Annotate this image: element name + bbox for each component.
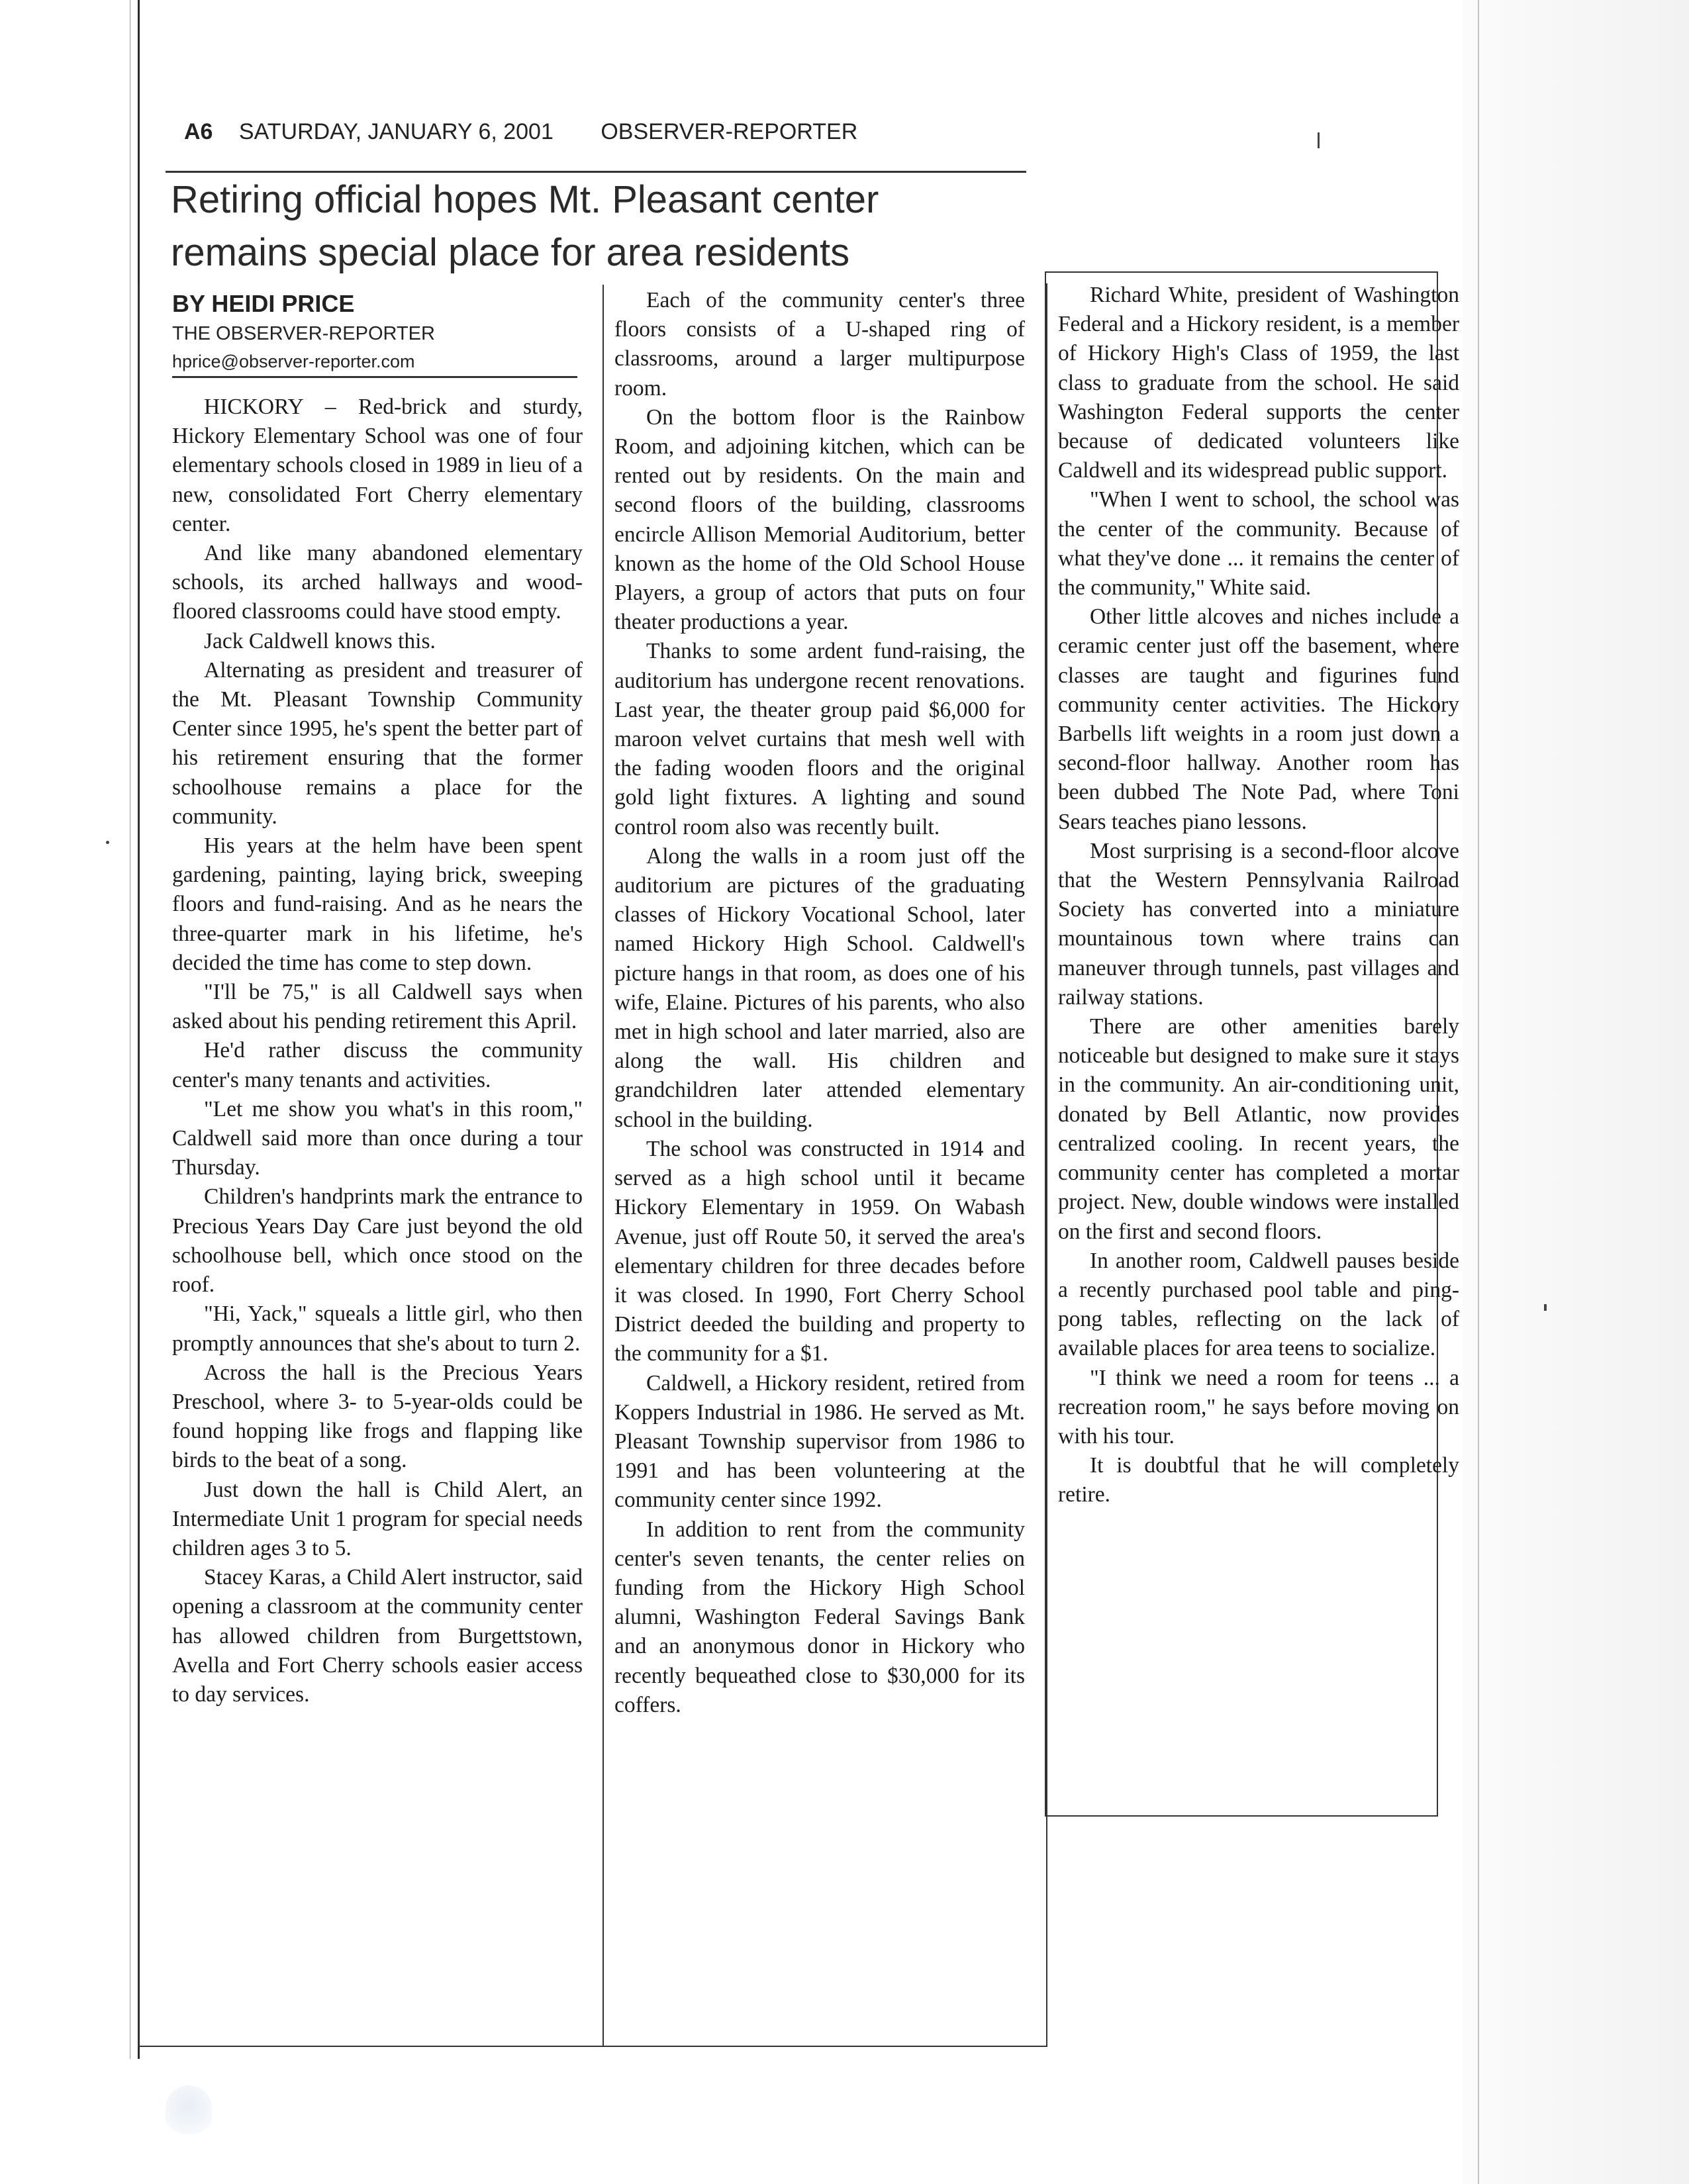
publication-date: SATURDAY, JANUARY 6, 2001 bbox=[238, 119, 554, 144]
scan-mark bbox=[1544, 1304, 1547, 1311]
article-column-2 bbox=[614, 286, 1025, 1720]
paragraph: Each of the community center's three floors consists of a U-shaped ring of classrooms, around a larger multipurpose room. bbox=[614, 288, 1025, 401]
paragraph: There are other amenities barely noticeable but designed to make sure it stays in the community. An air-conditioning unit, donated by Bell Atlantic, now provides centralized cooling. In recent years, the community center has completed a mortar project. New, double windows were installed on the first and second floors. bbox=[1058, 1014, 1459, 1244]
author-email: hprice@observer-reporter.com bbox=[172, 352, 415, 371]
headline-line-2: remains special place for area residents bbox=[171, 231, 850, 274]
author-name: BY HEIDI PRICE bbox=[172, 290, 355, 317]
article-column-1 bbox=[172, 289, 583, 1709]
headline-line-1: Retiring official hopes Mt. Pleasant center bbox=[171, 178, 879, 221]
paragraph: Just down the hall is Child Alert, an Intermediate Unit 1 program for special needs children ages 3 to 5. bbox=[172, 1477, 583, 1560]
paragraph: Caldwell, a Hickory resident, retired from Koppers Industrial in 1986. He served as Mt. Pleasant Township supervisor from 1986 to 1991 and has been volunteering at the community center since 1992. bbox=[614, 1370, 1025, 1513]
paragraph: In another room, Caldwell pauses beside a recently purchased pool table and ping-pong tables, reflecting on the lack of available places for area teens to socialize. bbox=[1058, 1248, 1459, 1361]
article-headline bbox=[171, 173, 1363, 279]
paragraph: Most surprising is a second-floor alcove that the Western Pennsylvania Railroad Society has converted into a miniature mountainous town where trains can maneuver through tunnels, past villages and railway stations. bbox=[1058, 838, 1459, 1010]
paragraph: Along the walls in a room just off the auditorium are pictures of the graduating classes of Hickory Vocational School, later named Hickory High School. Caldwell's picture hangs in that room, as does one of his wife, Elaine. Pictures of his parents, who also met in high school and later married, also are along the wall. His children and grandchildren later attended elementary school in the building. bbox=[614, 843, 1025, 1132]
scan-smudge bbox=[166, 2085, 212, 2138]
page-header bbox=[184, 119, 857, 145]
author-organization: THE OBSERVER-REPORTER bbox=[172, 323, 435, 344]
page-number: A6 bbox=[184, 119, 213, 144]
paragraph: "Let me show you what's in this room," Caldwell said more than once during a tour Thursday. bbox=[172, 1096, 583, 1180]
byline-rule bbox=[172, 376, 577, 378]
paragraph: Alternating as president and treasurer of the Mt. Pleasant Township Community Center since 1995, he's spent the better part of his retirement ensuring that the former schoolhouse remains a place for the community. bbox=[172, 657, 583, 829]
paragraph: Jack Caldwell knows this. bbox=[204, 628, 436, 653]
paragraph: Across the hall is the Precious Years Preschool, where 3- to 5-year-olds could be found hopping like frogs and flapping like birds to the beat of a song. bbox=[172, 1360, 583, 1473]
paragraph: "I think we need a room for teens ... a recreation room," he says before moving on with his tour. bbox=[1058, 1365, 1459, 1448]
paragraph: "I'll be 75," is all Caldwell says when asked about his pending retirement this April. bbox=[172, 980, 583, 1034]
paragraph: The school was constructed in 1914 and served as a high school until it became Hickory Elementary in 1959. On Wabash Avenue, just off Route 50, it served the area's elementary children for three decades before it was closed. In 1990, Fort Cherry School District deeded the building and property to the community for a $1. bbox=[614, 1136, 1025, 1366]
byline bbox=[172, 289, 583, 378]
paragraph: It is doubtful that he will completely retire. bbox=[1058, 1453, 1459, 1507]
scan-background bbox=[1463, 0, 1689, 2184]
header-rule bbox=[166, 171, 1026, 173]
paragraph: "When I went to school, the school was the center of the community. Because of what they've done ... it remains the center of the community," White said. bbox=[1058, 487, 1459, 600]
publication-name: OBSERVER-REPORTER bbox=[601, 119, 858, 144]
article-column-3 bbox=[1058, 281, 1459, 1510]
paragraph: And like many abandoned elementary schools, its arched hallways and wood-floored classrooms could have stood empty. bbox=[172, 541, 583, 624]
paragraph: "Hi, Yack," squeals a little girl, who then promptly announces that she's about to turn 2. bbox=[172, 1302, 583, 1356]
paragraph: Children's handprints mark the entrance to Precious Years Day Care just beyond the old schoolhouse bell, which once stood on the roof. bbox=[172, 1184, 583, 1298]
paragraph: He'd rather discuss the community center's many tenants and activities. bbox=[172, 1038, 583, 1092]
paragraph: Richard White, president of Washington Federal and a Hickory resident, is a member of Hickory High's Class of 1959, the last class to graduate from the school. He said Washington Federal supports the center because of dedicated volunteers like Caldwell and its widespread public support. bbox=[1058, 283, 1459, 483]
column-separator-1 bbox=[603, 285, 604, 2046]
paragraph: HICKORY – Red-brick and sturdy, Hickory Elementary School was one of four elementary schools closed in 1989 in lieu of a new, consolidated Fort Cherry elementary center. bbox=[172, 395, 583, 536]
paragraph: In addition to rent from the community center's seven tenants, the center relies on funding from the Hickory High School alumni, Washington Federal Savings Bank and an anonymous donor in Hickory who recently bequeathed close to $30,000 for its coffers. bbox=[614, 1517, 1025, 1717]
paragraph: His years at the helm have been spent gardening, painting, laying brick, sweeping floors and fund-raising. And as he nears the three-quarter mark in his lifetime, he's decided the time has come to step down. bbox=[172, 833, 583, 975]
paragraph: Other little alcoves and niches include a ceramic center just off the basement, where classes are taught and figurines fund community center activities. The Hickory Barbells lift weights in a room just down a second-floor hallway. Another room has been dubbed The Note Pad, where Toni Sears teaches piano lessons. bbox=[1058, 604, 1459, 834]
paragraph: On the bottom floor is the Rainbow Room, and adjoining kitchen, which can be rented out by residents. On the main and second floors of the building, classrooms encircle Allison Memorial Auditorium, better known as the home of the Old School House Players, a group of actors that puts on four theater productions a year. bbox=[614, 404, 1025, 635]
paragraph: Thanks to some ardent fund-raising, the auditorium has undergone recent renovations. Last year, the theater group paid $6,000 for maroon velvet curtains that mesh well with the fading wooden floors and the original gold light fixtures. A lighting and sound control room also was recently built. bbox=[614, 639, 1025, 839]
scan-mark bbox=[106, 841, 109, 844]
paragraph: Stacey Karas, a Child Alert instructor, said opening a classroom at the community center has allowed children from Burgettstown, Avella and Fort Cherry schools easier access to day services. bbox=[172, 1565, 583, 1707]
clipping-right-edge bbox=[1478, 0, 1479, 2184]
scan-mark bbox=[1318, 132, 1320, 148]
